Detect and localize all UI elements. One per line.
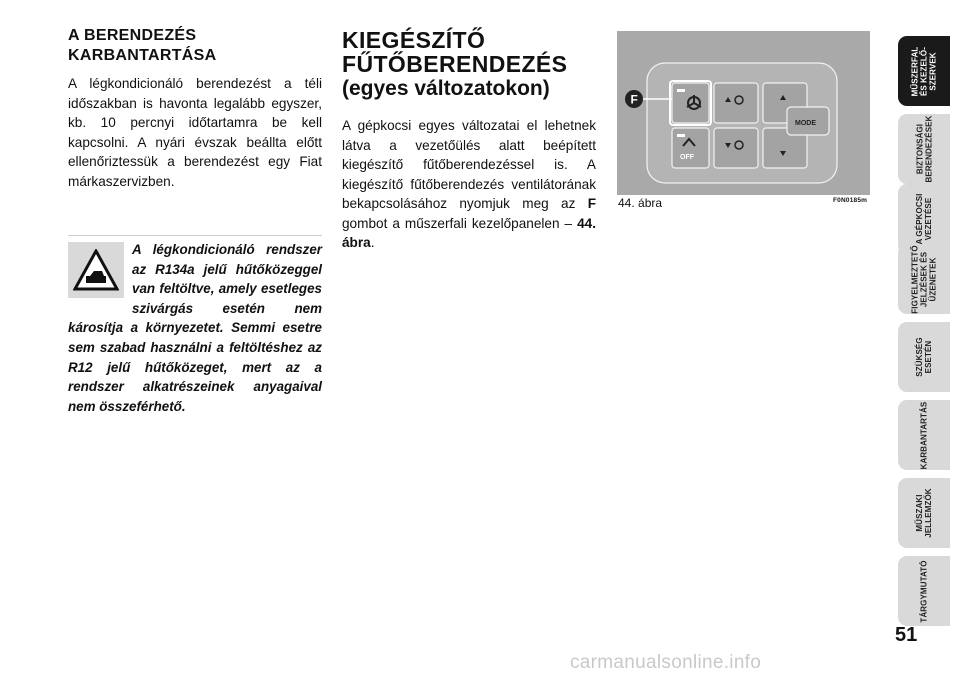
left-column — [68, 26, 322, 191]
callout-letter: F — [630, 92, 638, 107]
heater-heading-line1: KIEGÉSZÍTŐ — [342, 27, 486, 53]
maintenance-heading: A BERENDEZÉS KARBANTARTÁSA — [68, 27, 217, 64]
warning-box — [68, 235, 322, 416]
control-panel-illustration — [617, 31, 870, 195]
middle-column — [342, 28, 596, 253]
tab-emergency[interactable]: SZÜKSÉG ESETÉN — [898, 322, 950, 392]
tab-driving[interactable]: A GÉPKOCSI VEZETÉSE — [898, 184, 950, 254]
mode-label: MODE — [795, 120, 816, 127]
page-number: 51 — [895, 624, 918, 646]
tab-index[interactable]: TÁRGYMUTATÓ — [898, 556, 950, 626]
heater-text: A gépkocsi egyes változatai el lehetnek látva a vezetőülés alatt beépített kiegészítő fűtőberendezéssel is. A kiegészítő fűtőberendezés ventilátorának bekapcsolásához nyomjuk meg az F gombot a műszerfali kezelőpanelen – 44. ábra. — [342, 118, 596, 250]
maintenance-text: A légkondicionáló berendezést a téli időszakban is havonta legalább egyszer, kb. 10 percnyi időtartamra be kell kapcsolni. A nyári évszak beállta előtt ellenőriztessük a berendezést egy Fiat márkaszervizben. — [68, 76, 322, 189]
heater-subheading: (egyes változatokon) — [342, 77, 550, 100]
tab-dashboard-controls[interactable]: MŰSZERFAL ÉS KEZELŐ- SZERVEK — [898, 36, 950, 106]
tab-maintenance[interactable]: KARBANTARTÁS — [898, 400, 950, 470]
figure-code: F0N0185m — [833, 197, 868, 204]
off-label: OFF — [680, 154, 694, 161]
figure-caption: 44. ábra — [618, 196, 663, 210]
warning-text: A légkondicionáló rendszer az R134a jelű hűtőközeggel van feltöltve, amely esetleges szivárgás esetén nem károsítja a környezetet. Semmi esetre sem szabad használni a feltöltéshez az R12 jelű hűtőközeget, mert az a rendszer alkatrészeinek anyagaival nem összeférhető. — [68, 242, 322, 414]
tab-warnings[interactable]: FIGYELMEZTETŐ JELZÉSEK ÉS ÜZENETEK — [898, 244, 950, 314]
control-panel-figure — [617, 31, 870, 195]
heater-heading-line2: FŰTŐBERENDEZÉS — [342, 51, 568, 77]
tab-specs[interactable]: MŰSZAKI JELLEMZŐK — [898, 478, 950, 548]
tab-safety[interactable]: BIZTONSÁGI BERENDEZÉSEK — [898, 114, 950, 184]
environment-warning-icon — [68, 242, 124, 298]
watermark: carmanualsonline.info — [570, 652, 762, 673]
